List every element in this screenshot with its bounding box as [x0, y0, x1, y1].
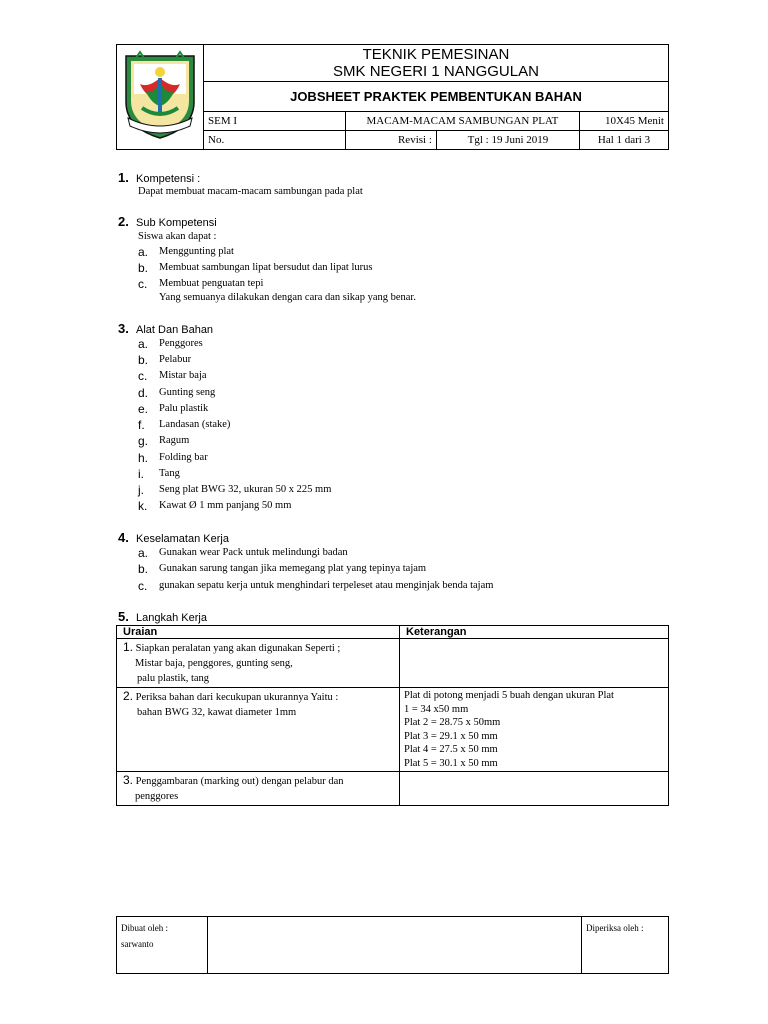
- section-number: 2.: [118, 214, 129, 229]
- list-label: f.: [138, 418, 145, 432]
- section-title: Kompetensi :: [136, 173, 201, 185]
- author-name: sarwanto: [121, 939, 154, 949]
- list-item: Gunakan sarung tangan jika memegang plat yang tepinya tajam: [159, 563, 427, 574]
- topic-cell: MACAM-MACAM SAMBUNGAN PLAT: [345, 112, 579, 131]
- list-item: Folding bar: [159, 452, 208, 463]
- section-title: Alat Dan Bahan: [136, 324, 214, 336]
- step-line: Mistar baja, penggores, gunting seng,: [135, 658, 293, 669]
- keterangan-line: 1 = 34 x50 mm: [404, 703, 469, 715]
- table-row: [117, 639, 669, 688]
- list-label: k.: [138, 499, 148, 513]
- kompetensi-text: Dapat membuat macam-macam sambungan pada plat: [138, 186, 363, 197]
- sub-kompetensi-intro: Siswa akan dapat :: [138, 231, 217, 242]
- list-item: Landasan (stake): [159, 419, 231, 430]
- list-item: Penggores: [159, 338, 203, 349]
- table-row: [117, 688, 669, 772]
- keterangan-line: Plat di potong menjadi 5 buah dengan ukuran Plat: [404, 690, 614, 701]
- list-item: Tang: [159, 468, 180, 479]
- step-description: [117, 772, 400, 806]
- section-number: 1.: [118, 170, 129, 185]
- dibuat-label: Dibuat oleh :: [121, 923, 168, 933]
- section-kompetensi-heading: [118, 170, 200, 185]
- step-line: penggores: [135, 791, 179, 802]
- school-title-cell: [204, 45, 669, 82]
- list-label: c.: [138, 369, 148, 383]
- step-keterangan: [400, 688, 669, 772]
- section-title: Keselamatan Kerja: [136, 533, 229, 545]
- diperiksa-label: Diperiksa oleh :: [586, 923, 644, 933]
- list-item: Membuat sambungan lipat bersudut dan lipat lurus: [159, 262, 373, 273]
- section-sub-kompetensi-heading: [118, 214, 217, 229]
- list-item: Gunting seng: [159, 387, 216, 398]
- step-keterangan: [400, 639, 669, 688]
- step-line: [123, 640, 393, 656]
- list-label: c.: [138, 277, 148, 291]
- section-alat-bahan-heading: [118, 321, 213, 336]
- section-langkah-heading: [118, 609, 207, 624]
- duration-cell: 10X45 Menit: [580, 112, 669, 131]
- list-item: gunakan sepatu kerja untuk menghindari terpeleset atau menginjak benda tajam: [159, 580, 494, 591]
- step-number: 3.: [123, 773, 134, 787]
- step-line: bahan BWG 32, kawat diameter 1mm: [137, 707, 297, 718]
- revision-cell: Revisi :: [345, 131, 436, 150]
- section-number: 5.: [118, 609, 129, 624]
- logo-cell: [117, 45, 204, 150]
- list-item: Membuat penguatan tepi: [159, 278, 264, 289]
- section-number: 3.: [118, 321, 129, 336]
- step-description: [117, 688, 400, 772]
- list-label: b.: [138, 261, 149, 275]
- step-line: palu plastik, tang: [137, 673, 210, 684]
- column-header-uraian: Uraian: [117, 626, 400, 639]
- step-text: Penggambaran (marking out) dengan pelabur dan: [135, 776, 344, 787]
- list-item: Mistar baja: [159, 370, 207, 381]
- keterangan-line: Plat 2 = 28.75 x 50mm: [404, 717, 501, 728]
- section-title: Langkah Kerja: [136, 612, 207, 624]
- list-label: a.: [138, 546, 149, 560]
- keterangan-line: Plat 5 = 30.1 x 50 mm: [404, 757, 498, 769]
- semester-cell: SEM I: [204, 112, 346, 131]
- section-title: Sub Kompetensi: [136, 217, 217, 229]
- list-item: Ragum: [159, 435, 190, 446]
- section-keselamatan-heading: [118, 530, 229, 545]
- list-item: Pelabur: [159, 354, 192, 365]
- list-label: d.: [138, 386, 149, 400]
- list-label: a.: [138, 245, 149, 259]
- date-cell: Tgl : 19 Juni 2019: [436, 131, 579, 150]
- list-item: Gunakan wear Pack untuk melindungi badan: [159, 547, 348, 558]
- regency-crest-logo: [120, 48, 200, 142]
- column-header-keterangan: Keterangan: [400, 626, 669, 639]
- list-label: c.: [138, 579, 148, 593]
- keterangan-line: Plat 3 = 29.1 x 50 mm: [404, 730, 498, 742]
- sub-kompetensi-note: Yang semuanya dilakukan dengan cara dan sikap yang benar.: [159, 292, 416, 303]
- blank-signature-cell: [208, 917, 582, 974]
- list-label: b.: [138, 353, 149, 367]
- department-name: TEKNIK PEMESINAN: [362, 46, 510, 63]
- list-label: e.: [138, 402, 149, 416]
- list-label: g.: [138, 434, 149, 448]
- list-item: Menggunting plat: [159, 246, 234, 257]
- list-label: i.: [138, 467, 144, 481]
- list-label: h.: [138, 451, 149, 465]
- step-description: [117, 639, 400, 688]
- list-item: Kawat Ø 1 mm panjang 50 mm: [159, 500, 292, 511]
- document-header: [116, 44, 669, 150]
- school-name: SMK NEGERI 1 NANGGULAN: [333, 63, 539, 80]
- list-label: j.: [138, 483, 144, 497]
- table-header-row: [117, 626, 669, 639]
- list-label: a.: [138, 337, 149, 351]
- section-number: 4.: [118, 530, 129, 545]
- step-number: 1.: [123, 640, 134, 654]
- step-line: [123, 689, 393, 705]
- signature-footer: [116, 916, 669, 974]
- list-item: Seng plat BWG 32, ukuran 50 x 225 mm: [159, 484, 332, 495]
- step-number: 2.: [123, 689, 134, 703]
- step-keterangan: [400, 772, 669, 806]
- number-cell: No.: [204, 131, 346, 150]
- reviewer-cell: [582, 917, 669, 974]
- author-cell: [117, 917, 208, 974]
- page-cell: Hal 1 dari 3: [580, 131, 669, 150]
- step-text: Periksa bahan dari kecukupan ukurannya Yaitu :: [135, 692, 339, 703]
- step-line: [123, 773, 393, 789]
- list-label: b.: [138, 562, 149, 576]
- list-item: Palu plastik: [159, 403, 209, 414]
- steps-table: [116, 625, 669, 806]
- step-text: Siapkan peralatan yang akan digunakan Seperti ;: [135, 643, 341, 654]
- keterangan-line: Plat 4 = 27.5 x 50 mm: [404, 744, 498, 755]
- table-row: [117, 772, 669, 806]
- jobsheet-title: JOBSHEET PRAKTEK PEMBENTUKAN BAHAN: [204, 82, 669, 112]
